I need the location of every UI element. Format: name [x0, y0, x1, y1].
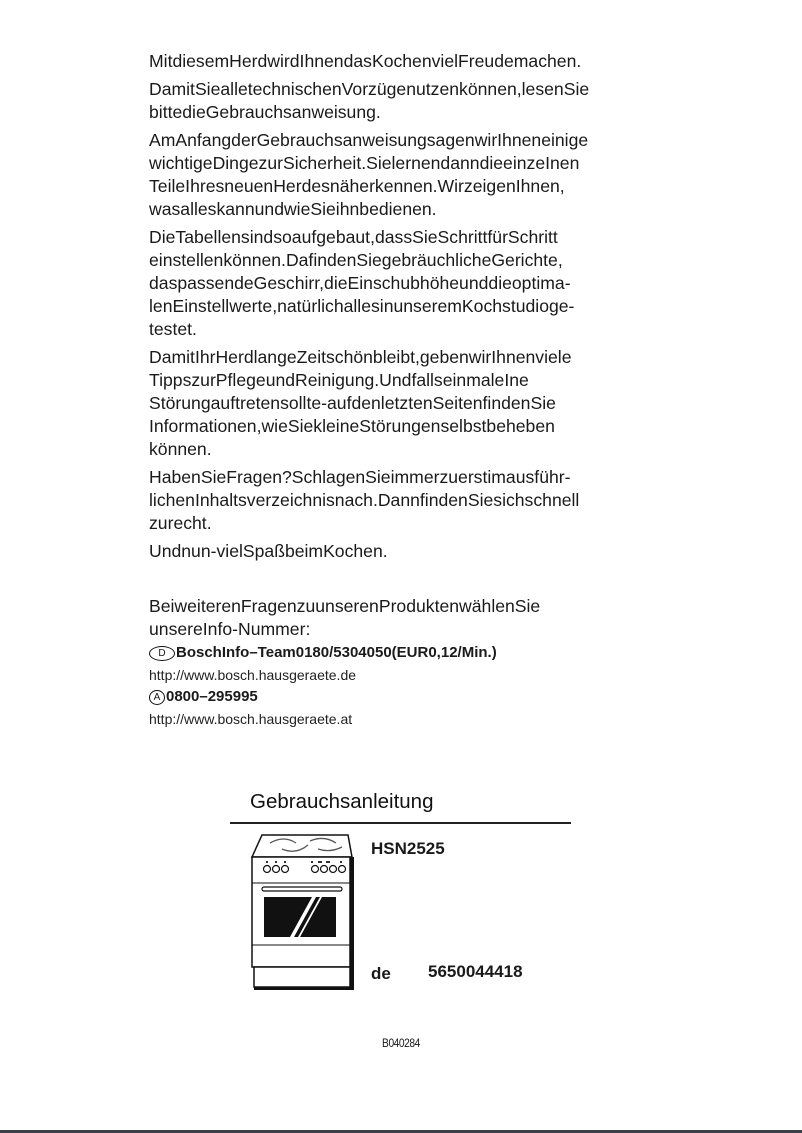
text-line: bittedieGebrauchsanweisung.: [149, 102, 381, 122]
paragraph: [149, 50, 619, 73]
paragraph: [149, 226, 619, 341]
text-line: DamitSiealletechnischenVorzügenutzenkönnen,lesenSie: [149, 79, 590, 99]
text-line: AmAnfangderGebrauchsanweisungsagenwirIhneneinige: [149, 130, 589, 150]
text-line: lichenInhaltsverzeichnisnach.DannfindenSiesichschnell: [149, 490, 580, 510]
paragraph: [149, 540, 619, 563]
text-line: Störungauftretensollte-aufdenletztenSeitenfindenSie: [149, 393, 556, 413]
model-number: HSN2525: [371, 839, 445, 858]
manual-title: Gebrauchsanleitung: [250, 790, 434, 813]
text-line: DamitIhrHerdlangeZeitschönbleibt,gebenwirIhnenviele: [149, 347, 572, 367]
text-line: MitdiesemHerdwirdIhnendasKochenvielFreudemachen.: [149, 51, 582, 71]
country-badge-at: A: [149, 690, 165, 705]
country-badge-de: D: [149, 646, 175, 661]
paragraph: [149, 346, 619, 461]
text-line: TippszurPflegeundReinigung.UndfallseinmaleIne: [149, 370, 529, 390]
paragraph: [149, 129, 619, 221]
germany-phone: BoschInfo–Team0180/5304050(EUR0,12/Min.): [176, 644, 497, 661]
text-line: zurecht.: [149, 513, 212, 533]
intro-text: [149, 50, 619, 568]
text-line: DieTabellensindsoaufgebaut,dassSieSchrittfürSchritt: [149, 227, 558, 247]
text-line: TeileIhresneuenHerdesnäherkennen.WirzeigenIhnen,: [149, 176, 565, 196]
text-line: Undnun-vielSpaßbeimKochen.: [149, 541, 388, 561]
title-divider: [230, 822, 571, 824]
contact-intro-line: unsereInfo-Nummer:: [149, 619, 311, 639]
contact-intro-line: BeiweiterenFragenzuunserenProduktenwählenSie: [149, 596, 541, 616]
text-line: HabenSieFragen?SchlagenSieimmerzuerstimausführ-: [149, 467, 571, 487]
germany-hotline: [149, 641, 540, 665]
text-line: daspassendeGeschirr,dieEinschubhöheunddieoptima-: [149, 273, 571, 293]
text-line: einstellenkönnen.DafindenSiegebräuchlicheGerichte,: [149, 250, 563, 270]
part-number: 5650044418: [428, 962, 523, 981]
text-line: Informationen,wieSiekleineStörungenselbstbeheben: [149, 416, 555, 436]
text-line: lenEinstellwerte,natürlichallesinunseremKochstudioge-: [149, 296, 575, 316]
austria-url[interactable]: http://www.bosch.hausgeraete.at: [149, 711, 353, 727]
oven-illustration: [248, 833, 356, 991]
contact-info: [149, 595, 540, 729]
document-code: B040284: [382, 1036, 420, 1050]
text-line: wasalleskannundwieSieihnbedienen.: [149, 199, 437, 219]
language-code: de: [371, 964, 391, 983]
text-line: testet.: [149, 319, 197, 339]
text-line: wichtigeDingezurSicherheit.SielernendanndieeinzeInen: [149, 153, 580, 173]
paragraph: [149, 78, 619, 124]
text-line: können.: [149, 439, 212, 459]
paragraph: [149, 466, 619, 535]
austria-hotline: [149, 685, 540, 709]
austria-phone: 0800–295995: [166, 688, 258, 705]
germany-url[interactable]: http://www.bosch.hausgeraete.de: [149, 667, 357, 683]
